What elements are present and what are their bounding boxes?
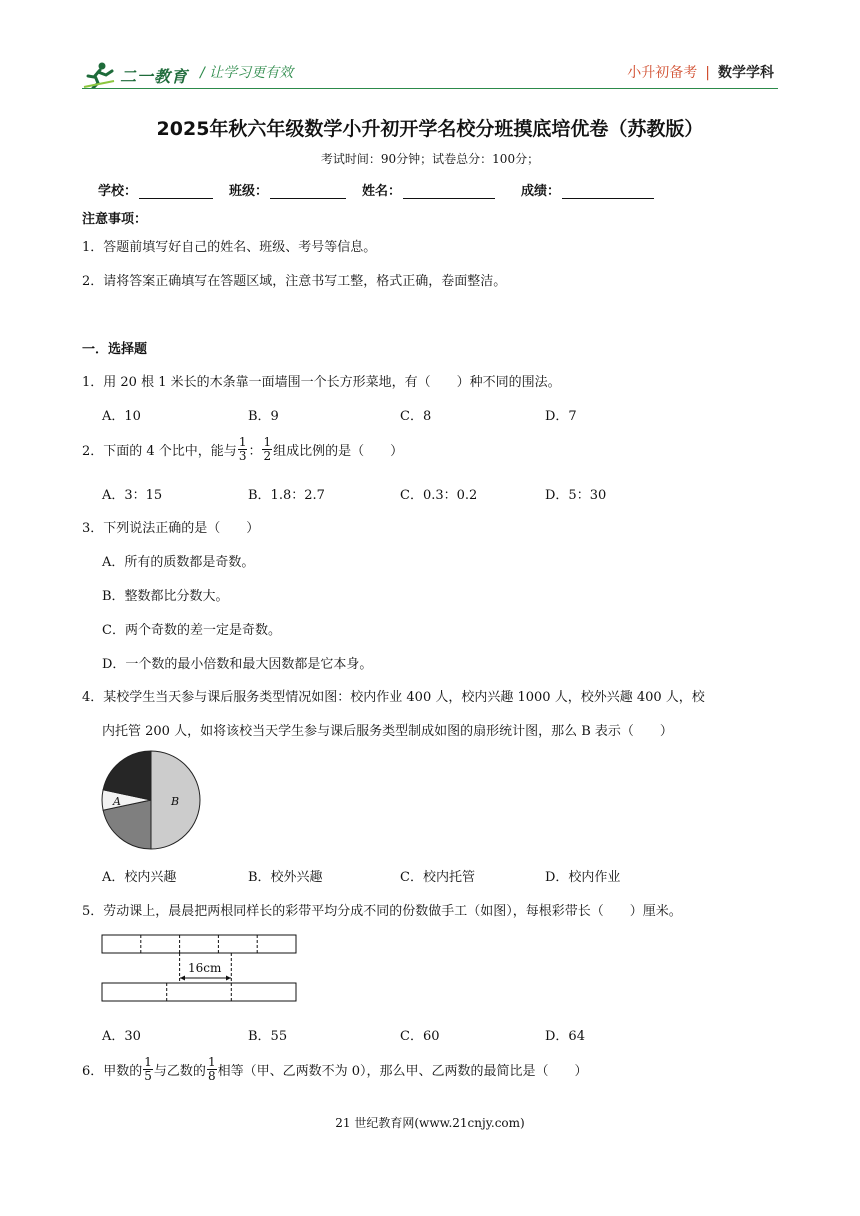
- q6-suffix: 相等（甲、乙两数不为 0），那么甲、乙两数的最简比是（ ）: [217, 1064, 588, 1079]
- q3-option-d[interactable]: D．一个数的最小倍数和最大因数都是它本身。: [102, 657, 373, 672]
- pie-label-a: A: [113, 795, 121, 808]
- pie-label-b: B: [171, 795, 180, 808]
- q2-option-b[interactable]: B．1.8：2.7: [248, 488, 325, 503]
- score-label: 成绩：: [521, 184, 561, 199]
- q2-suffix: 组成比例的是（ ）: [273, 444, 404, 459]
- class-label: 班级：: [229, 184, 269, 199]
- ribbon-figure: [100, 932, 300, 1002]
- class-blank[interactable]: [270, 184, 346, 199]
- q3-option-c[interactable]: C．两个奇数的差一定是奇数。: [102, 623, 281, 638]
- q2-option-d[interactable]: D．5：30: [545, 488, 607, 503]
- ribbon-top-dividers: [141, 935, 257, 953]
- school-blank[interactable]: [139, 184, 213, 199]
- exam-info: 考试时间：90分钟；试卷总分：100分；: [320, 152, 540, 166]
- q2-f2-num: 1: [263, 435, 272, 449]
- notice-heading: 注意事项：: [82, 212, 148, 227]
- q6-f1-den: 5: [144, 1069, 152, 1083]
- school-label: 学校：: [98, 184, 138, 199]
- question-4-line-2: 内托管 200 人，如将该校当天学生参与课后服务类型制成如图的扇形统计图，那么 B 表示（ ）: [102, 724, 673, 739]
- ribbon-bottom: [102, 983, 296, 1001]
- question-1: 1．用 20 根 1 米长的木条靠一面墙围一个长方形菜地，有（ ）种不同的围法。: [82, 375, 561, 390]
- page-title: 2025年秋六年级数学小升初开学名校分班摸底培优卷（苏教版）: [156, 118, 704, 140]
- school-field[interactable]: [98, 180, 213, 199]
- name-label: 姓名：: [362, 184, 402, 199]
- q6-f2-num: 1: [207, 1055, 216, 1069]
- slogan: / 让学习更有效: [200, 65, 294, 81]
- pie-chart: [101, 750, 203, 852]
- q2-f1-num: 1: [238, 435, 247, 449]
- ribbon-top: [102, 935, 296, 953]
- q1-option-d[interactable]: D．7: [545, 409, 577, 424]
- q4-option-b[interactable]: B．校外兴趣: [248, 870, 323, 885]
- q6-fraction-2: [207, 1056, 217, 1083]
- logo: [82, 60, 188, 90]
- q2-mid: ：: [248, 444, 262, 459]
- q4-option-a[interactable]: A．校内兴趣: [102, 870, 177, 885]
- q6-f1-num: 1: [144, 1055, 152, 1069]
- measure-label: 16cm: [188, 961, 222, 975]
- q1-option-b[interactable]: B．9: [248, 409, 279, 424]
- q6-f2-den: 8: [207, 1069, 216, 1083]
- q6-prefix: 6．甲数的: [82, 1064, 143, 1079]
- q2-option-a[interactable]: A．3：15: [102, 488, 163, 503]
- q5-option-b[interactable]: B．55: [248, 1029, 288, 1044]
- name-blank[interactable]: [403, 184, 495, 199]
- q2-fraction-2: [262, 436, 272, 463]
- exam-category: 小升初备考: [627, 65, 698, 81]
- q2-fraction-1: [238, 436, 248, 463]
- class-field[interactable]: [229, 180, 346, 199]
- logo-text: 二一教育: [120, 66, 189, 86]
- ribbon-bottom-dividers: [167, 983, 232, 1001]
- question-3: 3．下列说法正确的是（ ）: [82, 521, 260, 536]
- subject-label: 数学学科: [718, 65, 774, 81]
- notice-item: 2．请将答案正确填写在答题区域，注意书写工整，格式正确，卷面整洁。: [82, 274, 507, 289]
- q3-option-a[interactable]: A．所有的质数都是奇数。: [102, 555, 255, 570]
- q2-f2-den: 2: [263, 449, 272, 463]
- footer: 21 世纪教育网(www.21cnjy.com): [335, 1116, 525, 1130]
- q2-f1-den: 3: [238, 449, 247, 463]
- question-4-line-1: 4．某校学生当天参与课后服务类型情况如图：校内作业 400 人，校内兴趣 1000 人，校外兴趣 400 人，校: [82, 690, 705, 705]
- q6-fraction-1: [143, 1056, 153, 1083]
- q5-option-c[interactable]: C．60: [400, 1029, 440, 1044]
- section-heading: 一．选择题: [82, 342, 148, 357]
- q6-mid: 与乙数的: [153, 1064, 206, 1079]
- question-6: [82, 1056, 587, 1083]
- name-field[interactable]: [362, 180, 495, 199]
- score-field[interactable]: [521, 180, 654, 199]
- header-right: [627, 62, 774, 82]
- header-divider: [82, 88, 778, 89]
- header-separator: |: [705, 65, 710, 81]
- notice-item: 1．答题前填写好自己的姓名、班级、考号等信息。: [82, 240, 377, 255]
- q5-option-d[interactable]: D．64: [545, 1029, 585, 1044]
- q4-option-d[interactable]: D．校内作业: [545, 870, 621, 885]
- q1-option-a[interactable]: A．10: [102, 409, 141, 424]
- q1-option-c[interactable]: C．8: [400, 409, 432, 424]
- score-blank[interactable]: [562, 184, 654, 199]
- q5-option-a[interactable]: A．30: [102, 1029, 141, 1044]
- q3-option-b[interactable]: B．整数都比分数大。: [102, 589, 229, 604]
- question-2: [82, 436, 403, 463]
- q2-option-c[interactable]: C．0.3：0.2: [400, 488, 478, 503]
- question-5: 5．劳动课上，晨晨把两根同样长的彩带平均分成不同的份数做手工（如图），每根彩带长（ ）厘米。: [82, 904, 682, 919]
- q2-prefix: 2．下面的 4 个比中，能与: [82, 444, 237, 459]
- student-info-fields: [98, 180, 670, 199]
- runner-logo-icon: [82, 61, 116, 89]
- q4-option-c[interactable]: C．校内托管: [400, 870, 475, 885]
